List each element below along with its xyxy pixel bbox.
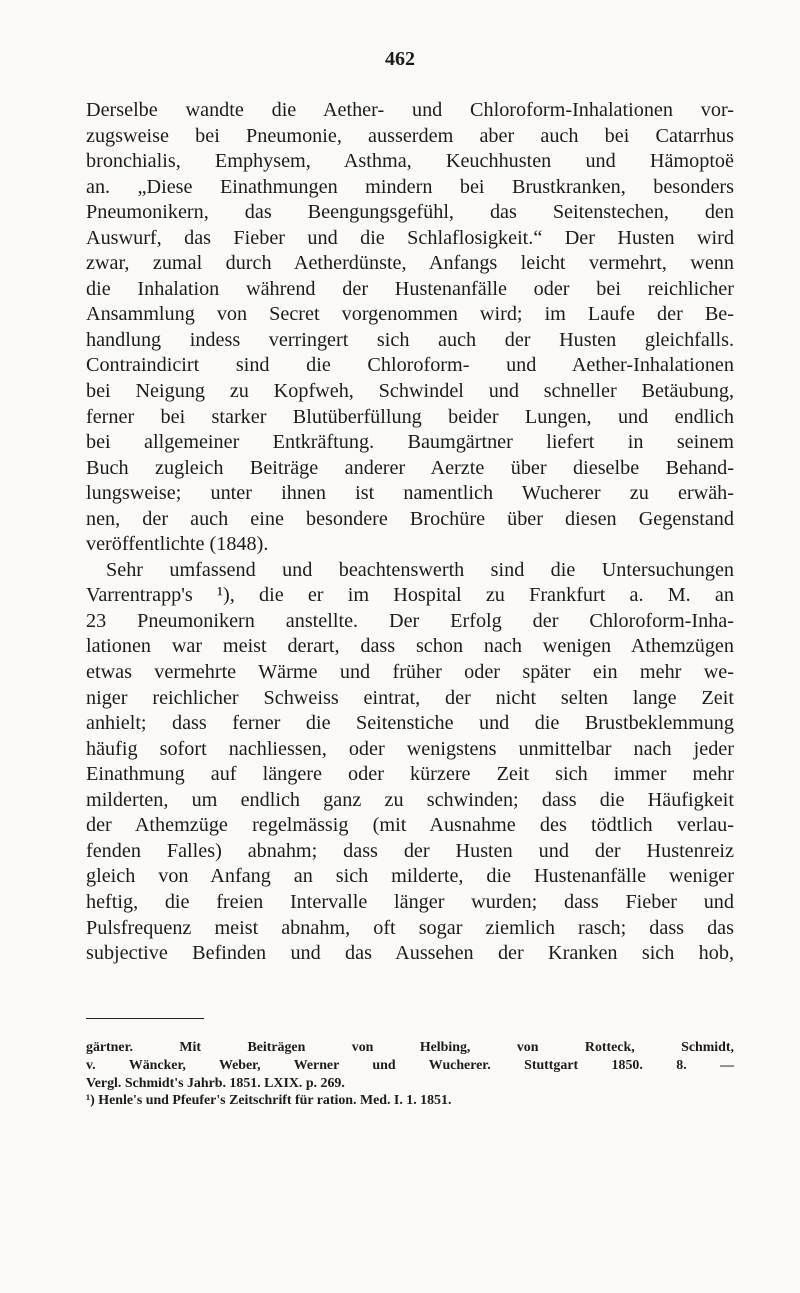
paragraph-end-line: veröffentlichte (1848).	[86, 533, 269, 556]
footnote-line: Vergl. Schmidt's Jahrb. 1851. LXIX. p. 269.	[86, 1075, 345, 1091]
text-line: niger reichlicher Schweiss eintrat, der nicht selten lange Zeit	[86, 686, 734, 709]
paragraph-start-line: Sehr umfassend und beachtenswerth sind die Untersuchungen	[106, 558, 734, 581]
page-number: 462	[385, 48, 415, 70]
text-line: an. „Diese Einathmungen mindern bei Brustkranken, besonders	[86, 175, 734, 198]
text-line: milderten, um endlich ganz zu schwinden; dass die Häufigkeit	[86, 788, 734, 811]
text-line: die Inhalation während der Hustenanfälle oder bei reichlicher	[86, 277, 734, 300]
text-line: nen, der auch eine besondere Brochüre über diesen Gegenstand	[86, 507, 734, 530]
text-line: Pulsfrequenz meist abnahm, oft sogar ziemlich rasch; dass das	[86, 916, 734, 939]
footnotes	[86, 1039, 734, 1110]
text-line: subjective Befinden und das Aussehen der Kranken sich hob,	[86, 942, 734, 965]
text-line: Contraindicirt sind die Chloroform- und Aether-Inhalationen	[86, 354, 734, 377]
text-line: der Athemzüge regelmässig (mit Ausnahme des tödtlich verlau-	[86, 814, 734, 837]
text-line: bronchialis, Emphysem, Asthma, Keuchhusten und Hämoptoë	[86, 150, 734, 173]
text-line: zugsweise bei Pneumonie, ausserdem aber auch bei Catarrhus	[86, 124, 734, 147]
text-line: gleich von Anfang an sich milderte, die Hustenanfälle weniger	[86, 865, 734, 888]
text-line: etwas vermehrte Wärme und früher oder später ein mehr we-	[86, 661, 734, 684]
footnote-line: ¹) Henle's und Pfeufer's Zeitschrift für ration. Med. I. 1. 1851.	[86, 1093, 452, 1109]
text-line: Derselbe wandte die Aether- und Chloroform-Inhalationen vor-	[86, 99, 734, 121]
text-line: 23 Pneumonikern anstellte. Der Erfolg der Chloroform-Inha-	[86, 609, 734, 632]
text-line: zwar, zumal durch Aetherdünste, Anfangs leicht vermehrt, wenn	[86, 252, 734, 275]
text-line: Varrentrapp's ¹), die er im Hospital zu Frankfurt a. M. an	[86, 584, 734, 607]
text-line: fenden Falles) abnahm; dass der Husten und der Hustenreiz	[86, 839, 734, 862]
text-line: heftig, die freien Intervalle länger wurden; dass Fieber und	[86, 890, 734, 913]
text-line: Pneumonikern, das Beengungsgefühl, das Seitenstechen, den	[86, 201, 734, 224]
footnote-line: gärtner. Mit Beiträgen von Helbing, von Rotteck, Schmidt,	[86, 1040, 734, 1055]
text-line: bei allgemeiner Entkräftung. Baumgärtner liefert in seinem	[86, 431, 734, 454]
text-line: anhielt; dass ferner die Seitenstiche und die Brustbeklemmung	[86, 712, 734, 735]
footnote-line: v. Wäncker, Weber, Werner und Wucherer. Stuttgart 1850. 8. —	[86, 1057, 734, 1073]
text-line: lungsweise; unter ihnen ist namentlich Wucherer zu erwäh-	[86, 482, 734, 505]
text-line: ferner bei starker Blutüberfüllung beider Lungen, und endlich	[86, 405, 734, 428]
text-line: bei Neigung zu Kopfweh, Schwindel und schneller Betäubung,	[86, 380, 734, 403]
text-line: Auswurf, das Fieber und die Schlaflosigkeit.“ Der Husten wird	[86, 226, 734, 249]
text-line: häufig sofort nachliessen, oder wenigstens unmittelbar nach jeder	[86, 737, 734, 760]
text-line: lationen war meist derart, dass schon nach wenigen Athemzügen	[86, 635, 734, 658]
text-line: Einathmung auf längere oder kürzere Zeit sich immer mehr	[86, 763, 734, 786]
footnote-rule	[86, 1018, 204, 1019]
body-text	[86, 98, 734, 967]
text-line: Buch zugleich Beiträge anderer Aerzte über dieselbe Behand-	[86, 456, 734, 479]
text-line: Ansammlung von Secret vorgenommen wird; im Laufe der Be-	[86, 303, 734, 326]
text-line: handlung indess verringert sich auch der Husten gleichfalls.	[86, 328, 734, 351]
